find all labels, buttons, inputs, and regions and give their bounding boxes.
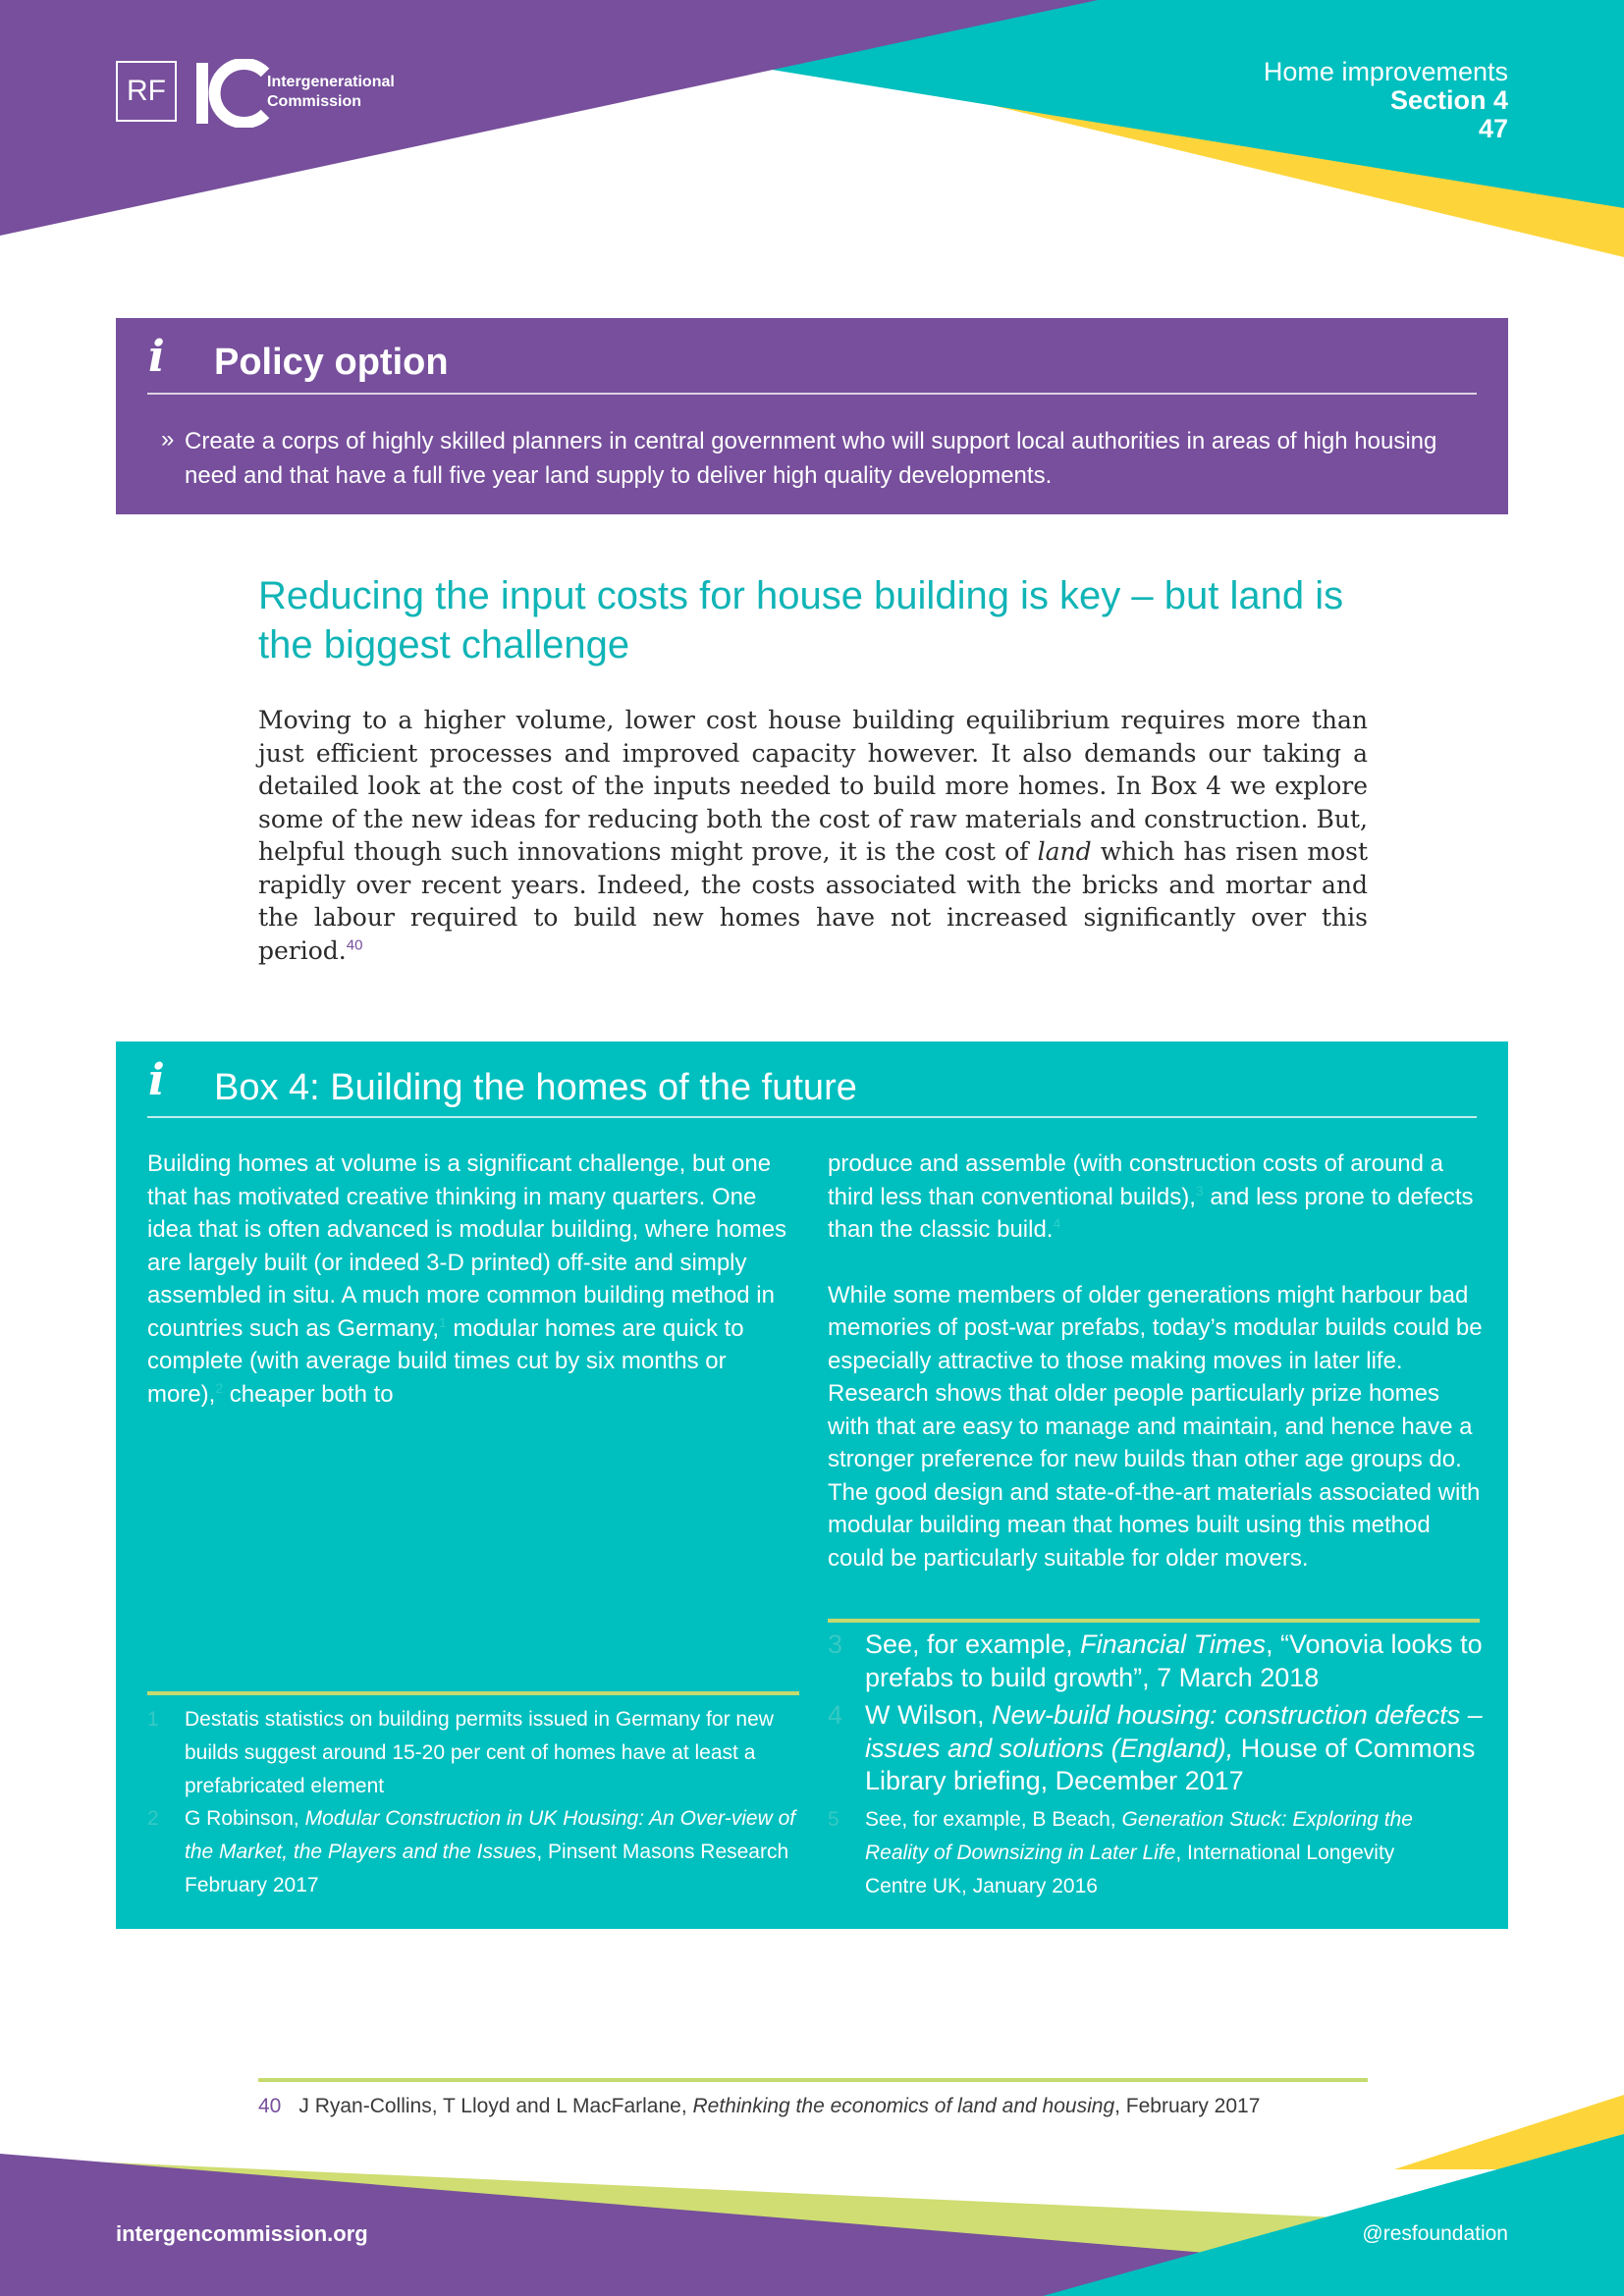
- footer-website[interactable]: intergencommission.org: [116, 2221, 368, 2246]
- logo-line-1: Intergenerational: [267, 74, 395, 90]
- footnote-source: , International Longevity Centre UK, January 2016: [865, 1842, 1395, 1897]
- policy-title: Policy option: [214, 342, 449, 383]
- body-text-2: which has risen most rapidly over recent years. Indeed, the costs associated with the bricks and mortar and the labour required to build new homes have not increased significantly over this period.: [258, 837, 1368, 965]
- footnote-source: , “Vonovia looks to prefabs to build growth”, 7 March 2018: [865, 1629, 1483, 1692]
- rf-logo: RF: [116, 61, 177, 122]
- section-heading: Reducing the input costs for house building is key – but land is the biggest challenge: [258, 574, 1344, 667]
- policy-option-box: [116, 318, 1508, 514]
- bullet-marker: »: [161, 426, 175, 453]
- footer-twitter-handle[interactable]: @resfoundation: [1362, 2222, 1508, 2245]
- footnote-40: [258, 2093, 1397, 2120]
- policy-item: Create a corps of highly skilled planners in central government who will support local authorities in areas of high housing need and that have a full five year land supply to deliver high quality developments.: [185, 428, 1437, 489]
- box-4: [116, 1041, 1508, 1929]
- footnote-text: Destatis statistics on building permits issued in Germany for new builds suggest around 15-20 per cent of homes have at least a prefabricated element: [185, 1708, 774, 1797]
- box-4-right-column: [828, 1148, 1484, 1607]
- body-italic-land: land: [1037, 837, 1092, 866]
- footnote-lead: See, for example,: [865, 1629, 1081, 1659]
- page-footnote-divider: [258, 2078, 1368, 2082]
- footnote-date: , February 2017: [1114, 2095, 1261, 2117]
- footnote-title: Financial Times: [1080, 1629, 1266, 1659]
- footnote-text: [185, 1802, 800, 1902]
- footnote-number: 4: [828, 1700, 843, 1730]
- footnote-source: House of Commons Library briefing, December 2017: [865, 1733, 1476, 1795]
- info-icon: i: [148, 332, 165, 382]
- footnote-author: W Wilson,: [865, 1700, 993, 1730]
- page-number: 47: [1478, 114, 1508, 143]
- footnote-ref-2[interactable]: 2: [215, 1379, 224, 1396]
- footnote-title: Rethinking the economics of land and housing: [692, 2095, 1115, 2117]
- box-4-title: Box 4: Building the homes of the future: [214, 1067, 857, 1108]
- footnote-title: Modular Construction in UK Housing: An Over-view of the Market, the Players and the Issues: [185, 1807, 796, 1863]
- left-text-3: cheaper both to: [223, 1380, 394, 1408]
- footnote-number: 3: [828, 1629, 843, 1659]
- right-text-1: produce and assemble (with construction costs of around a third less than conventional builds),: [828, 1150, 1444, 1210]
- footnote-author: J Ryan-Collins, T Lloyd and L MacFarlane,: [298, 2095, 693, 2117]
- left-text-2: modular homes are quick to complete (with average build times cut by six months or more),: [147, 1314, 744, 1408]
- footnote-ref-40[interactable]: 40: [346, 936, 363, 954]
- logo-line-2: Commission: [267, 93, 362, 110]
- box-4-left-column: [147, 1148, 800, 1411]
- footnote-number: 2: [147, 1807, 159, 1830]
- footnote-text: [865, 1699, 1484, 1798]
- footnote-number: 1: [147, 1708, 159, 1731]
- right-paragraph-2: While some members of older generations might harbour bad memories of post-war prefabs, today’s modular builds could be especially attractive to those making moves in later life. Research shows that older people particularly prize homes with that are easy to manage and maintain, and hence have a stronger preference for new builds than other age groups do. The good design and state-of-the-art materials associated with modular building mean that homes built using this method could be particularly suitable for older movers.: [828, 1281, 1483, 1572]
- footnote-text: [865, 1629, 1484, 1694]
- footnote-divider-left: [147, 1691, 799, 1695]
- body-text-1: Moving to a higher volume, lower cost house building equilibrium requires more than just efficient processes and improved capacity however. It also demands our taking a detailed look at the cost of the inputs needed to build more homes. In Box 4 we explore some of the new ideas for reducing both the cost of raw materials and construction. But, helpful though such innovations might prove, it is the cost of: [258, 706, 1368, 866]
- footnote-title: New-build housing: construction defects – issues and solutions (England),: [865, 1700, 1483, 1763]
- running-header: [1264, 57, 1508, 143]
- footnote-ref-1[interactable]: 1: [439, 1313, 447, 1330]
- left-text-1: Building homes at volume is a significant challenge, but one that has motivated creative thinking in many quarters. One idea that is often advanced is modular building, where homes are largely built (or indeed 3-D printed) off-site and simply assembled in situ. A much more common building method in countries such as Germany,: [147, 1150, 787, 1342]
- policy-divider: [147, 393, 1477, 395]
- footnote-source: , Pinsent Masons Research February 2017: [185, 1841, 789, 1896]
- footnote-number: 5: [828, 1808, 839, 1831]
- footnote-title: Generation Stuck: Exploring the Reality of Downsizing in Later Life: [865, 1808, 1413, 1864]
- box-4-divider: [147, 1116, 1477, 1118]
- right-paragraph-1: [828, 1148, 1484, 1247]
- info-icon: i: [148, 1055, 165, 1105]
- footnote-lead: See, for example, B Beach,: [865, 1808, 1122, 1831]
- footnote-ref-3[interactable]: 3: [1195, 1182, 1204, 1199]
- footnote-ref-4[interactable]: 4: [1053, 1215, 1061, 1231]
- header-title: Home improvements: [1263, 57, 1508, 86]
- ic-logo-wordmark: [267, 73, 395, 112]
- footnote-number: 40: [258, 2095, 282, 2117]
- footnote-author: G Robinson,: [185, 1807, 305, 1830]
- right-text-2: and less prone to defects than the classic build.: [828, 1183, 1474, 1243]
- header-section: Section 4: [1389, 85, 1508, 115]
- ic-logo: [194, 59, 273, 128]
- footnote-text: [865, 1803, 1454, 1903]
- section-body: [258, 704, 1368, 967]
- footnote-divider-right: [828, 1619, 1480, 1623]
